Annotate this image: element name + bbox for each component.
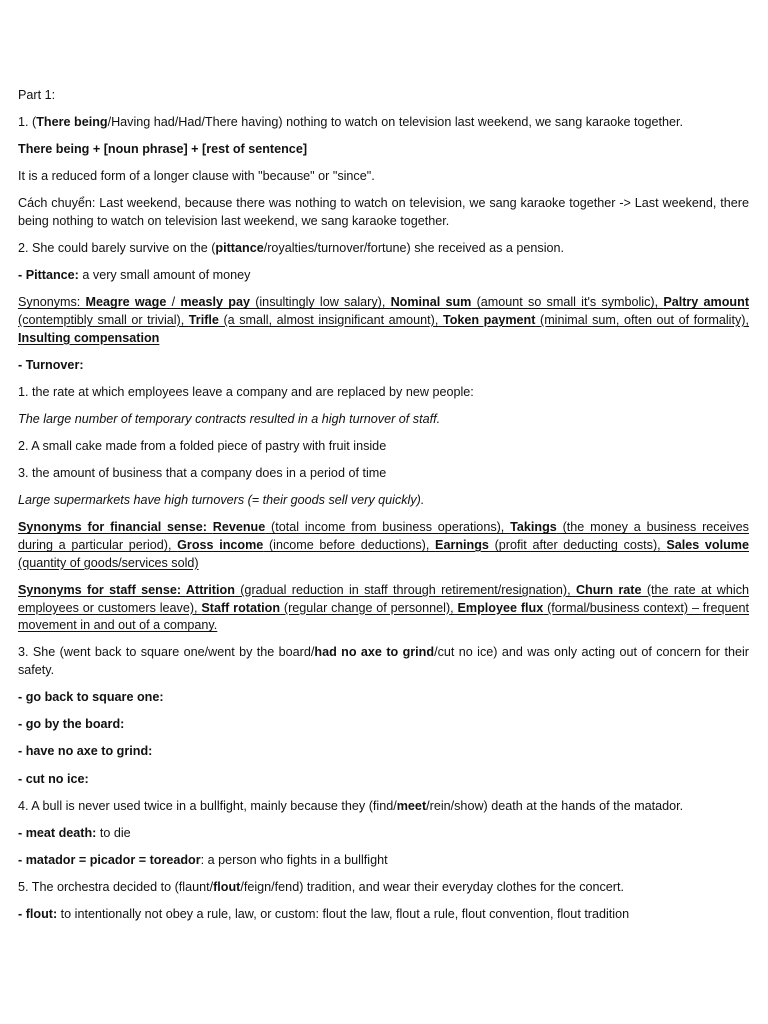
turnover-example-1: The large number of temporary contracts resulted in a high turnover of staff.	[18, 412, 441, 427]
idiom-item-2: - go by the board:	[18, 717, 125, 732]
part-title: Part 1:	[18, 88, 56, 102]
answer-highlight: pittance	[215, 241, 264, 256]
question-3: 3. She (went back to square one/went by the board/had no axe to grind/cut no ice) and was only acting out of concern for their safety.	[18, 645, 749, 678]
question-4: 4. A bull is never used twice in a bullfight, mainly because they (find/meet/rein/show) death at the hands of the matador.	[18, 798, 684, 813]
idiom-item-4: - cut no ice:	[18, 771, 89, 786]
definition-meet-death: - meat death: to die	[18, 825, 131, 840]
question-2: 2. She could barely survive on the (pittance/royalties/turnover/fortune) she received as a pension.	[18, 241, 565, 256]
definition-pittance: - Pittance: a very small amount of money	[18, 268, 251, 283]
answer-highlight: flout	[213, 879, 241, 894]
transformation-note: Cách chuyển: Last weekend, because there was nothing to watch on television, we sang karaoke together -> Last weekend, there being nothing to watch on television last weekend, we sang karaoke together.	[18, 196, 749, 229]
turnover-example-3: Large supermarkets have high turnovers (= their goods sell very quickly).	[18, 493, 425, 508]
turnover-heading: - Turnover:	[18, 357, 84, 372]
synonyms-staff: Synonyms for staff sense: Attrition (gradual reduction in staff through retirement/resignation), Churn rate (the rate at which employees or customers leave), Staff rotation (regular change of personnel), Employee flux (formal/business context) – frequent movement in and out of a company.	[18, 582, 750, 633]
idiom-item-1: - go back to square one:	[18, 690, 164, 705]
turnover-sense-1: 1. the rate at which employees leave a company and are replaced by new people:	[18, 384, 474, 399]
answer-highlight: had no axe to grind	[314, 645, 435, 660]
question-5: 5. The orchestra decided to (flaunt/flout/feign/fend) tradition, and wear their everyday clothes for the concert.	[18, 879, 624, 894]
definition-flout: - flout: to intentionally not obey a rule, law, or custom: flout the law, flout a rule, flout convention, flout tradition	[18, 906, 630, 921]
synonyms-financial: Synonyms for financial sense: Revenue (total income from business operations), Takings (the money a business receives during a particular period), Gross income (income before deductions), Earnings (profit after deducting costs), Sales volume (quantity of goods/services sold)	[18, 520, 749, 570]
answer-highlight: meet	[396, 798, 427, 813]
idiom-item-3: - have no axe to grind:	[18, 744, 153, 759]
structure-formula: There being + [noun phrase] + [rest of sentence]	[18, 142, 308, 157]
turnover-sense-2: 2. A small cake made from a folded piece of pastry with fruit inside	[18, 439, 387, 454]
turnover-sense-3: 3. the amount of business that a company does in a period of time	[18, 466, 387, 481]
definition-matador: - matador = picador = toreador: a person who fights in a bullfight	[18, 852, 388, 867]
synonyms-pittance: Synonyms: Meagre wage / measly pay (insultingly low salary), Nominal sum (amount so small it's symbolic), Paltry amount (contemptibly small or trivial), Trifle (a small, almost insignificant amount), Token payment (minimal sum, often out of formality), Insulting compensation	[18, 295, 750, 345]
question-1: 1. (There being/Having had/Had/There having) nothing to watch on television last weekend, we sang karaoke together.	[18, 115, 684, 130]
document-body	[18, 87, 749, 933]
explanation: It is a reduced form of a longer clause with "because" or "since".	[18, 169, 375, 184]
answer-highlight: There being	[36, 115, 108, 130]
